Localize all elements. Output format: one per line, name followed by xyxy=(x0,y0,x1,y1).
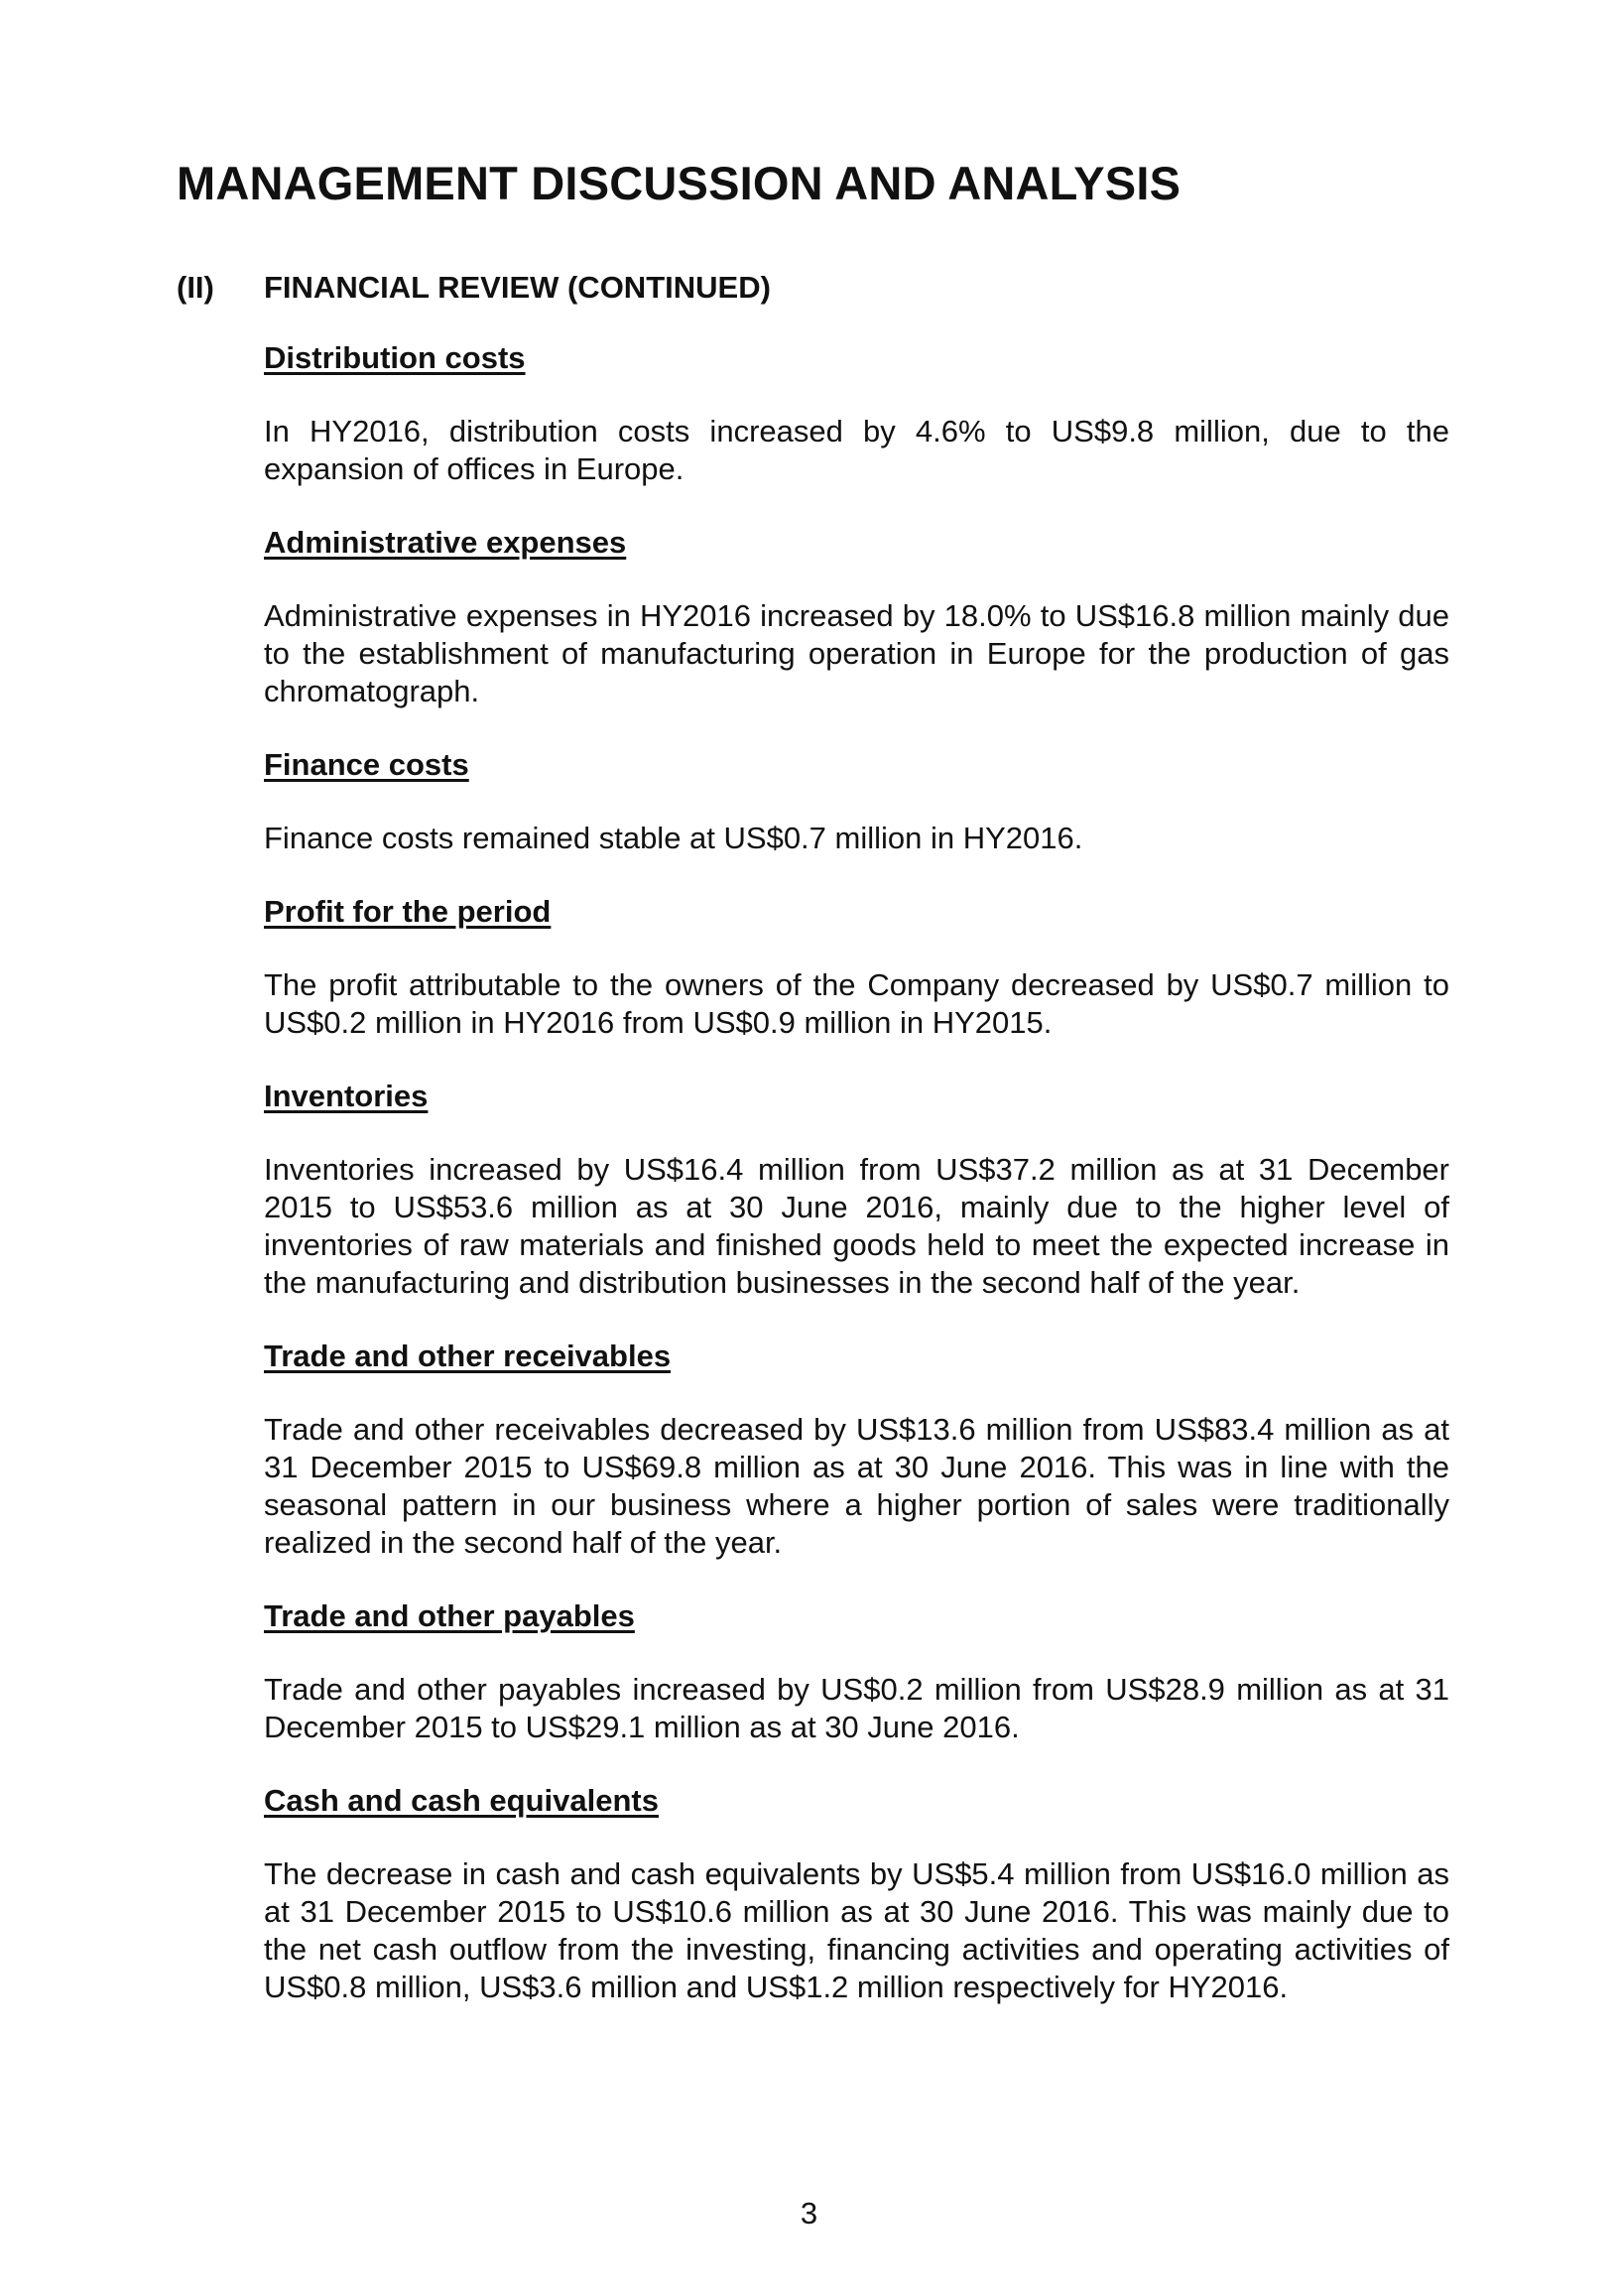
subsection-paragraph: In HY2016, distribution costs increased by 4.6% to US$9.8 million, due to the expansion of offices in Europe. xyxy=(264,414,1449,486)
section-administrative-expenses xyxy=(264,524,1449,710)
page-title: MANAGEMENT DISCUSSION AND ANALYSIS xyxy=(177,157,1182,209)
section-finance-costs xyxy=(264,746,1449,857)
subsection-paragraph: Trade and other payables increased by US$0.2 million from US$28.9 million as at 31 December 2015 to US$29.1 million as at 30 June 2016. xyxy=(264,1672,1449,1744)
section-inventories xyxy=(264,1078,1449,1302)
section-number: (II) xyxy=(177,270,214,305)
subsection-paragraph: Inventories increased by US$16.4 million from US$37.2 million as at 31 December 2015 to US$53.6 million as at 30 June 2016, mainly due to the higher level of inventories of raw materials and finished goods held to meet the expected increase in the manufacturing and distribution businesses in the second half of the year. xyxy=(264,1152,1449,1300)
subsection-paragraph: Administrative expenses in HY2016 increased by 18.0% to US$16.8 million mainly due to the establishment of manufacturing operation in Europe for the production of gas chromatograph. xyxy=(264,598,1449,708)
section-profit-for-the-period xyxy=(264,893,1449,1042)
section-trade-and-other-receivables xyxy=(264,1338,1449,1562)
subsection-heading: Trade and other payables xyxy=(264,1598,635,1633)
subsection-heading: Trade and other receivables xyxy=(264,1339,672,1373)
subsection-paragraph: Finance costs remained stable at US$0.7 million in HY2016. xyxy=(264,821,1083,855)
section-title: FINANCIAL REVIEW (CONTINUED) xyxy=(264,270,771,305)
subsection-heading: Finance costs xyxy=(264,747,469,782)
subsection-heading: Profit for the period xyxy=(264,894,552,929)
subsection-heading: Cash and cash equivalents xyxy=(264,1783,659,1818)
section-heading xyxy=(177,268,771,308)
subsection-paragraph: The profit attributable to the owners of the Company decreased by US$0.7 million to US$0.2 million in HY2016 from US$0.9 million in HY2015. xyxy=(264,967,1449,1040)
subsection-paragraph: The decrease in cash and cash equivalents by US$5.4 million from US$16.0 million as at 31 December 2015 to US$10.6 million as at 30 June 2016. This was mainly due to the net cash outflow from the investing, financing activities and operating activities of US$0.8 million, US$3.6 million and US$1.2 million respectively for HY2016. xyxy=(264,1856,1449,2004)
page-number: 3 xyxy=(800,2196,818,2231)
content-body xyxy=(264,339,1449,2042)
section-trade-and-other-payables xyxy=(264,1597,1449,1746)
subsection-heading: Inventories xyxy=(264,1079,429,1113)
section-cash-and-cash-equivalents xyxy=(264,1782,1449,2006)
subsection-heading: Distribution costs xyxy=(264,340,526,375)
subsection-paragraph: Trade and other receivables decreased by US$13.6 million from US$83.4 million as at 31 December 2015 to US$69.8 million as at 30 June 2016. This was in line with the seasonal pattern in our business where a higher portion of sales were traditionally realized in the second half of the year. xyxy=(264,1412,1449,1560)
section-distribution-costs xyxy=(264,339,1449,488)
subsection-heading: Administrative expenses xyxy=(264,525,627,560)
